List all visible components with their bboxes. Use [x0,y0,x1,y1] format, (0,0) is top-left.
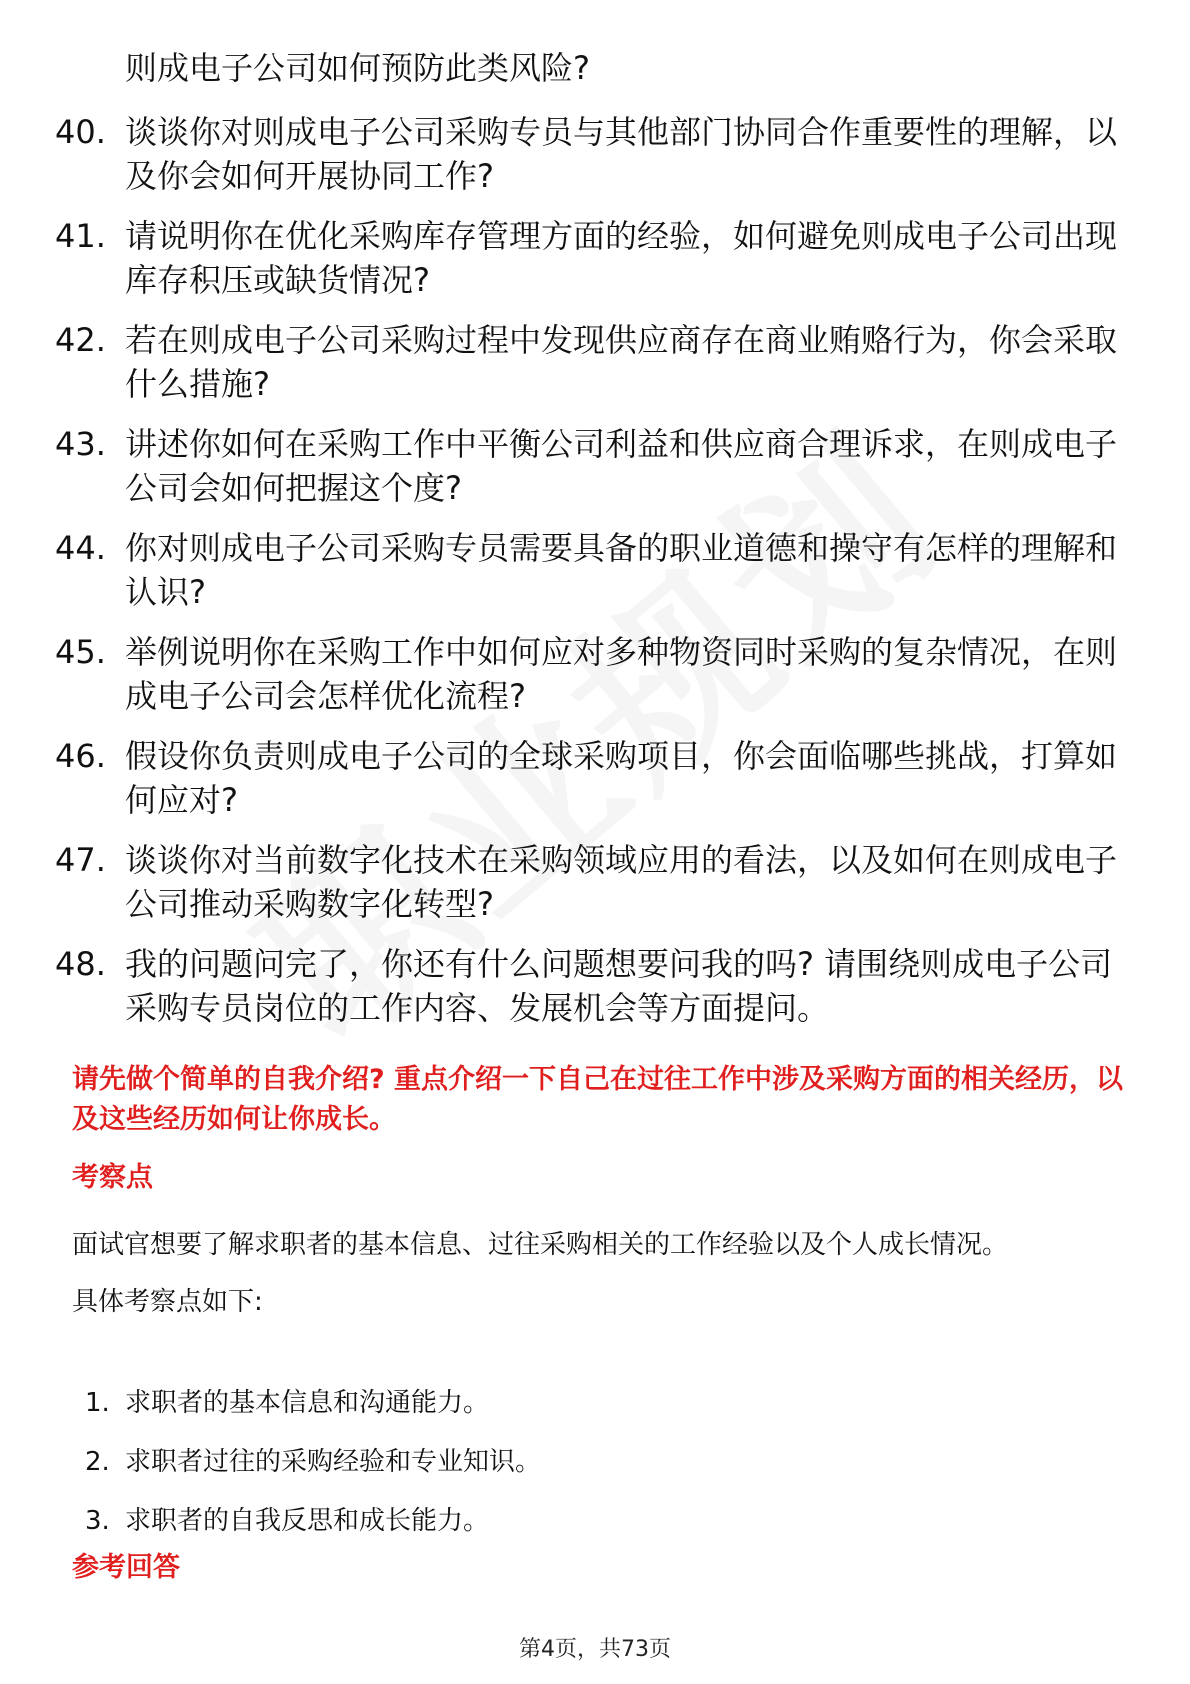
page-footer: 第4页，共73页 [519,1637,671,1662]
list-item-number: 1. [85,1388,110,1418]
question-number: 48. [55,945,106,983]
question-item [55,318,1125,406]
focus-intro: 面试官想要了解求职者的基本信息、过往采购相关的工作经验以及个人成长情况。 [72,1230,1009,1260]
question-text: 请说明你在优化采购库存管理方面的经验，如何避免则成电子公司出现库存积压或缺货情况? [125,217,1118,299]
question-item [55,942,1125,1030]
question-text: 举例说明你在采购工作中如何应对多种物资同时采购的复杂情况，在则成电子公司会怎样优化流程? [125,633,1118,715]
list-item [85,1444,1085,1480]
list-item-text: 求职者的自我反思和成长能力。 [125,1506,490,1536]
list-item-text: 求职者的基本信息和沟通能力。 [125,1388,490,1418]
question-list [55,110,1125,1046]
question-text: 我的问题问完了，你还有什么问题想要问我的吗? 请围绕则成电子公司采购专员岗位的工作内容、发展机会等方面提问。 [125,945,1113,1027]
list-item-text: 求职者过往的采购经验和专业知识。 [125,1447,542,1477]
question-number: 44. [55,529,106,567]
section-heading-focus: 考察点 [72,1162,153,1193]
question-text: 谈谈你对则成电子公司采购专员与其他部门协同合作重要性的理解，以及你会如何开展协同工作? [125,113,1118,195]
question-item [55,214,1125,302]
focus-points-list [85,1385,1085,1562]
question-item [55,526,1125,614]
focus-lead: 具体考察点如下: [72,1287,263,1317]
question-number: 42. [55,321,106,359]
question-text: 假设你负责则成电子公司的全球采购项目，你会面临哪些挑战，打算如何应对? [125,737,1118,819]
question-text: 谈谈你对当前数字化技术在采购领域应用的看法，以及如何在则成电子公司推动采购数字化转型? [125,841,1118,923]
list-item [85,1385,1085,1421]
question-continuation: 则成电子公司如何预防此类风险? [125,49,590,87]
question-number: 43. [55,425,106,463]
question-text: 讲述你如何在采购工作中平衡公司利益和供应商合理诉求，在则成电子公司会如何把握这个度? [125,425,1118,507]
question-number: 45. [55,633,106,671]
list-item-number: 3. [85,1506,110,1536]
question-item [55,422,1125,510]
list-item [85,1503,1085,1539]
question-item [55,838,1125,926]
question-item [55,630,1125,718]
question-text: 若在则成电子公司采购过程中发现供应商存在商业贿赂行为，你会采取什么措施? [125,321,1118,403]
featured-question: 请先做个简单的自我介绍? 重点介绍一下自己在过往工作中涉及采购方面的相关经历，以及这些经历如何让你成长。 [72,1064,1124,1135]
section-heading-answer: 参考回答 [72,1552,180,1583]
question-number: 47. [55,841,106,879]
question-item [55,734,1125,822]
question-number: 40. [55,113,106,151]
question-number: 46. [55,737,106,775]
question-text: 你对则成电子公司采购专员需要具备的职业道德和操守有怎样的理解和认识? [125,529,1118,611]
question-item [55,110,1125,198]
question-number: 41. [55,217,106,255]
list-item-number: 2. [85,1447,110,1477]
